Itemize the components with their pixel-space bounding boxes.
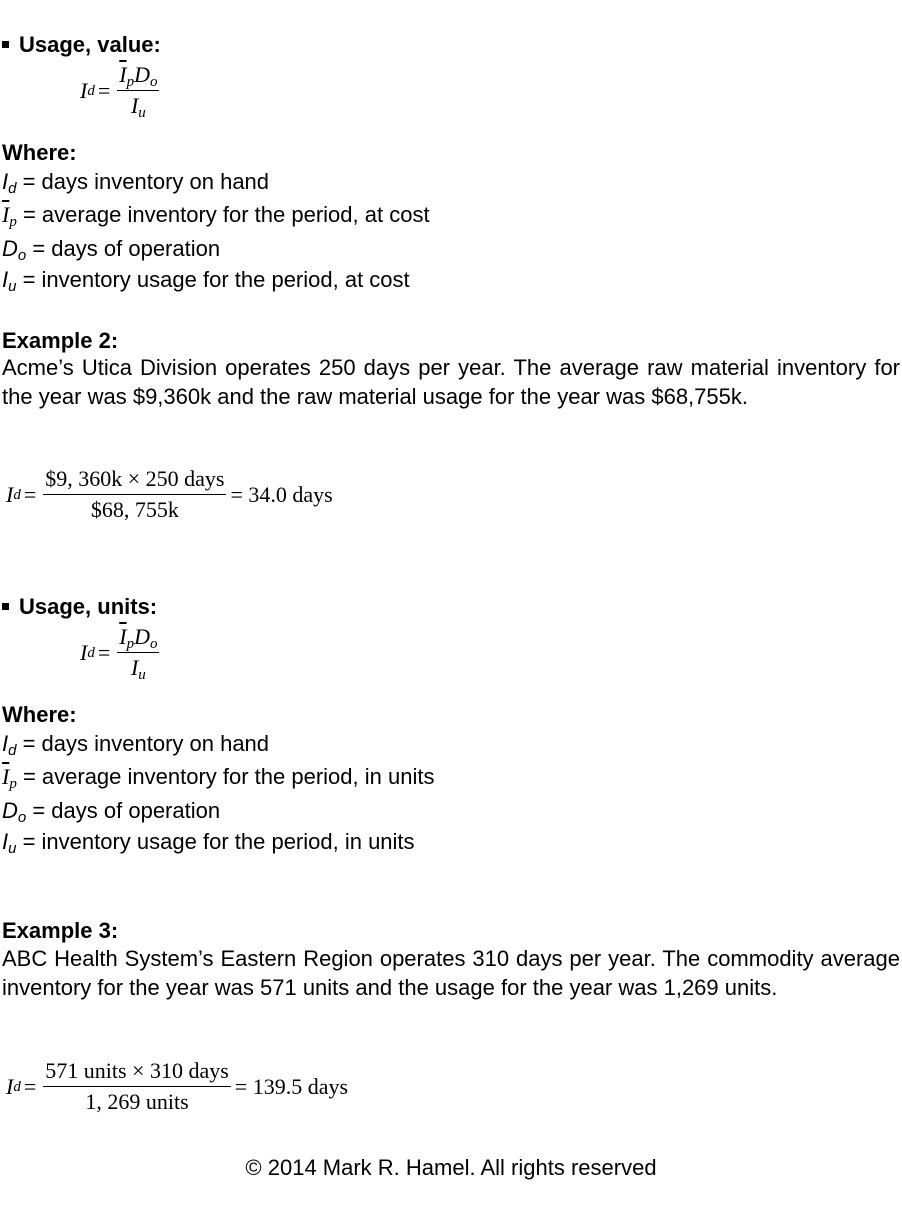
- result: = 34.0 days: [230, 481, 333, 507]
- den: I: [130, 93, 139, 118]
- bullet-icon: [2, 41, 9, 48]
- formula-lhs: I: [80, 77, 88, 103]
- num-b: D: [134, 624, 150, 649]
- fraction: [43, 466, 226, 523]
- formula-lhs: I: [6, 1073, 14, 1099]
- fraction: [117, 62, 159, 119]
- num-b-sub: o: [149, 636, 158, 652]
- numerator: $9, 360k × 250 days: [43, 466, 226, 495]
- definition-row: $D_o$ = days of operation: [2, 236, 221, 264]
- section-heading-usage-units: [2, 592, 900, 621]
- equals-sign: =: [23, 1073, 37, 1099]
- equals-sign: =: [23, 481, 37, 507]
- formula-lhs: I: [80, 639, 88, 665]
- example-3-title: Example 3:: [2, 918, 119, 943]
- definition-row: $D_o$ = days of operation: [2, 798, 221, 826]
- num-a: $\overline{I}$: [119, 624, 127, 649]
- formula-lhs: I: [6, 481, 14, 507]
- formula-usage-value: I d = $\frac{\overline{I}_pD_o}{I_u}$: [80, 62, 158, 121]
- equals-sign: =: [97, 77, 111, 103]
- numerator: 571 units × 310 days: [43, 1058, 231, 1087]
- num-b-sub: o: [149, 74, 158, 90]
- heading-text: Usage, units:: [19, 594, 158, 619]
- definition-row: $I_d$ = days inventory on hand: [2, 169, 270, 197]
- where-label: Where:: [2, 140, 77, 165]
- example-2-title: Example 2:: [2, 328, 119, 353]
- den: I: [130, 655, 139, 680]
- formula-example-2: I d = $\frac{\text{\$9, 360k × 250 days}}{\$68, 755k}$ = 34.0 days: [6, 466, 333, 522]
- den-sub: u: [138, 667, 146, 683]
- definition-row: $I_u$ = inventory usage for the period, at cost: [2, 267, 410, 295]
- fraction: [117, 624, 159, 681]
- copyright-footer: © 2014 Mark R. Hamel. All rights reserved: [245, 1155, 657, 1180]
- definitions-usage-value: [2, 138, 900, 294]
- heading-text: Usage, value:: [19, 32, 161, 57]
- example-2-body: Acme’s Utica Division operates 250 days per year. The average raw material inventory for the year was $9,360k and the raw material usage for the year was $68,755k.: [2, 355, 900, 409]
- definition-row: $I_d$ = days inventory on hand: [2, 731, 270, 759]
- num-a-sub: p: [126, 74, 135, 90]
- fraction: [43, 1058, 231, 1115]
- equals-sign: =: [97, 639, 111, 665]
- example-3-body: ABC Health System’s Eastern Region operates 310 days per year. The commodity average inventory for the year was 571 units and the usage for the year was 1,269 units.: [2, 946, 900, 1000]
- formula-usage-units: I d = $\frac{\overline{I}_pD_o}{I_u}$: [80, 624, 158, 683]
- definition-row: $\overline{I}_p$ = average inventory for the period, at cost: [2, 202, 430, 230]
- result: = 139.5 days: [234, 1073, 349, 1099]
- definition-row: $I_u$ = inventory usage for the period, in units: [2, 829, 415, 857]
- section-heading-usage-value: [2, 30, 900, 59]
- num-a-sub: p: [126, 636, 135, 652]
- num-a: $\overline{I}$: [119, 62, 127, 87]
- formula-example-3: I d = $\frac{\text{571 units × 310 days}}{\text{1, 269 units}}$ = 139.5 days: [6, 1058, 349, 1114]
- denominator: 1, 269 units: [85, 1089, 189, 1114]
- den-sub: u: [138, 105, 146, 121]
- bullet-icon: [2, 603, 9, 610]
- denominator: $68, 755k: [90, 497, 179, 522]
- num-b: D: [134, 62, 150, 87]
- definition-row: $\overline{I}_p$ = average inventory for the period, in units: [2, 764, 435, 792]
- definitions-usage-units: [2, 700, 900, 856]
- where-label: Where:: [2, 702, 77, 727]
